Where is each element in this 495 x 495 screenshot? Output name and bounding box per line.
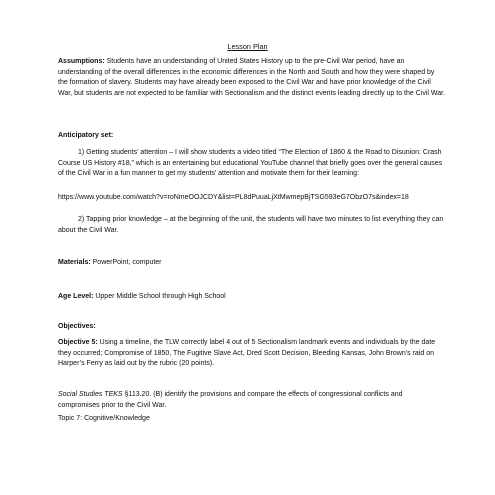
materials-text: PowerPoint, computer xyxy=(92,259,162,266)
assumptions-label: Assumptions: xyxy=(58,58,105,65)
materials-line xyxy=(58,258,446,269)
age-level-label: Age Level: xyxy=(58,293,94,300)
anticipatory-item-1-text: 1) Getting students’ attention – I will show students a video titled “The Election of 1860 & the Road to Disunion: Crash Course US History #18,” which is an entertaining but educational YouTube channel that briefly goes over the general causes of the Civil War in a fun manner to get my students’ attention and motivate them for their learning: xyxy=(58,149,443,177)
objective-5-label: Objective 5: xyxy=(58,339,98,346)
objectives-heading: Objectives: xyxy=(58,323,96,330)
assumptions-text: Students have an understanding of United States History up to the pre-Civil War period, have an understanding of the overall differences in the economic differences in the North and South and how they were shaped by the formation of slavery. Students may have already been exposed to the Civil War and have prior knowledge of the Civil War, but students are not expected to be familiar with Sectionalism and the distinct events leading directly up to the Civil War. xyxy=(58,58,446,97)
assumptions-paragraph xyxy=(58,57,446,99)
topic-line: Topic 7: Cognitive/Knowledge xyxy=(58,415,150,422)
objective-5-text: Using a timeline, the TLW correctly label 4 out of 5 Sectionalism landmark events and individuals by the date they occurred; Compromise of 1850, The Fugitive Slave Act, Dred Scott Decision, Bleeding Kansas, John Brown’s raid on Harper’s Ferry as laid out by the rubric (20 points). xyxy=(58,339,436,367)
teks-text: §113.20. (B) identify the provisions and compare the effects of congressional conflicts and compromises prior to the Civil War. xyxy=(58,391,403,409)
anticipatory-item-2 xyxy=(58,215,446,236)
video-url-link[interactable]: https://www.youtube.com/watch?v=roNmeOOJCDY&list=PL8dPuuaLjXtMwmepBjTSG593eG7ObzO7s&index=18 xyxy=(58,194,409,201)
document-title: Lesson Plan xyxy=(227,42,268,51)
age-level-line xyxy=(58,292,446,303)
teks-paragraph xyxy=(58,390,446,411)
teks-label: Social Studies TEKS xyxy=(58,391,123,398)
age-level-text: Upper Middle School through High School xyxy=(95,293,226,300)
anticipatory-item-2-text: 2) Tapping prior knowledge – at the beginning of the unit, the students will have two minutes to list everything they can about the Civil War. xyxy=(58,216,444,234)
objective-5-paragraph xyxy=(58,338,446,370)
materials-label: Materials: xyxy=(58,259,91,266)
anticipatory-heading: Anticipatory set: xyxy=(58,132,114,139)
anticipatory-item-1 xyxy=(58,148,446,180)
